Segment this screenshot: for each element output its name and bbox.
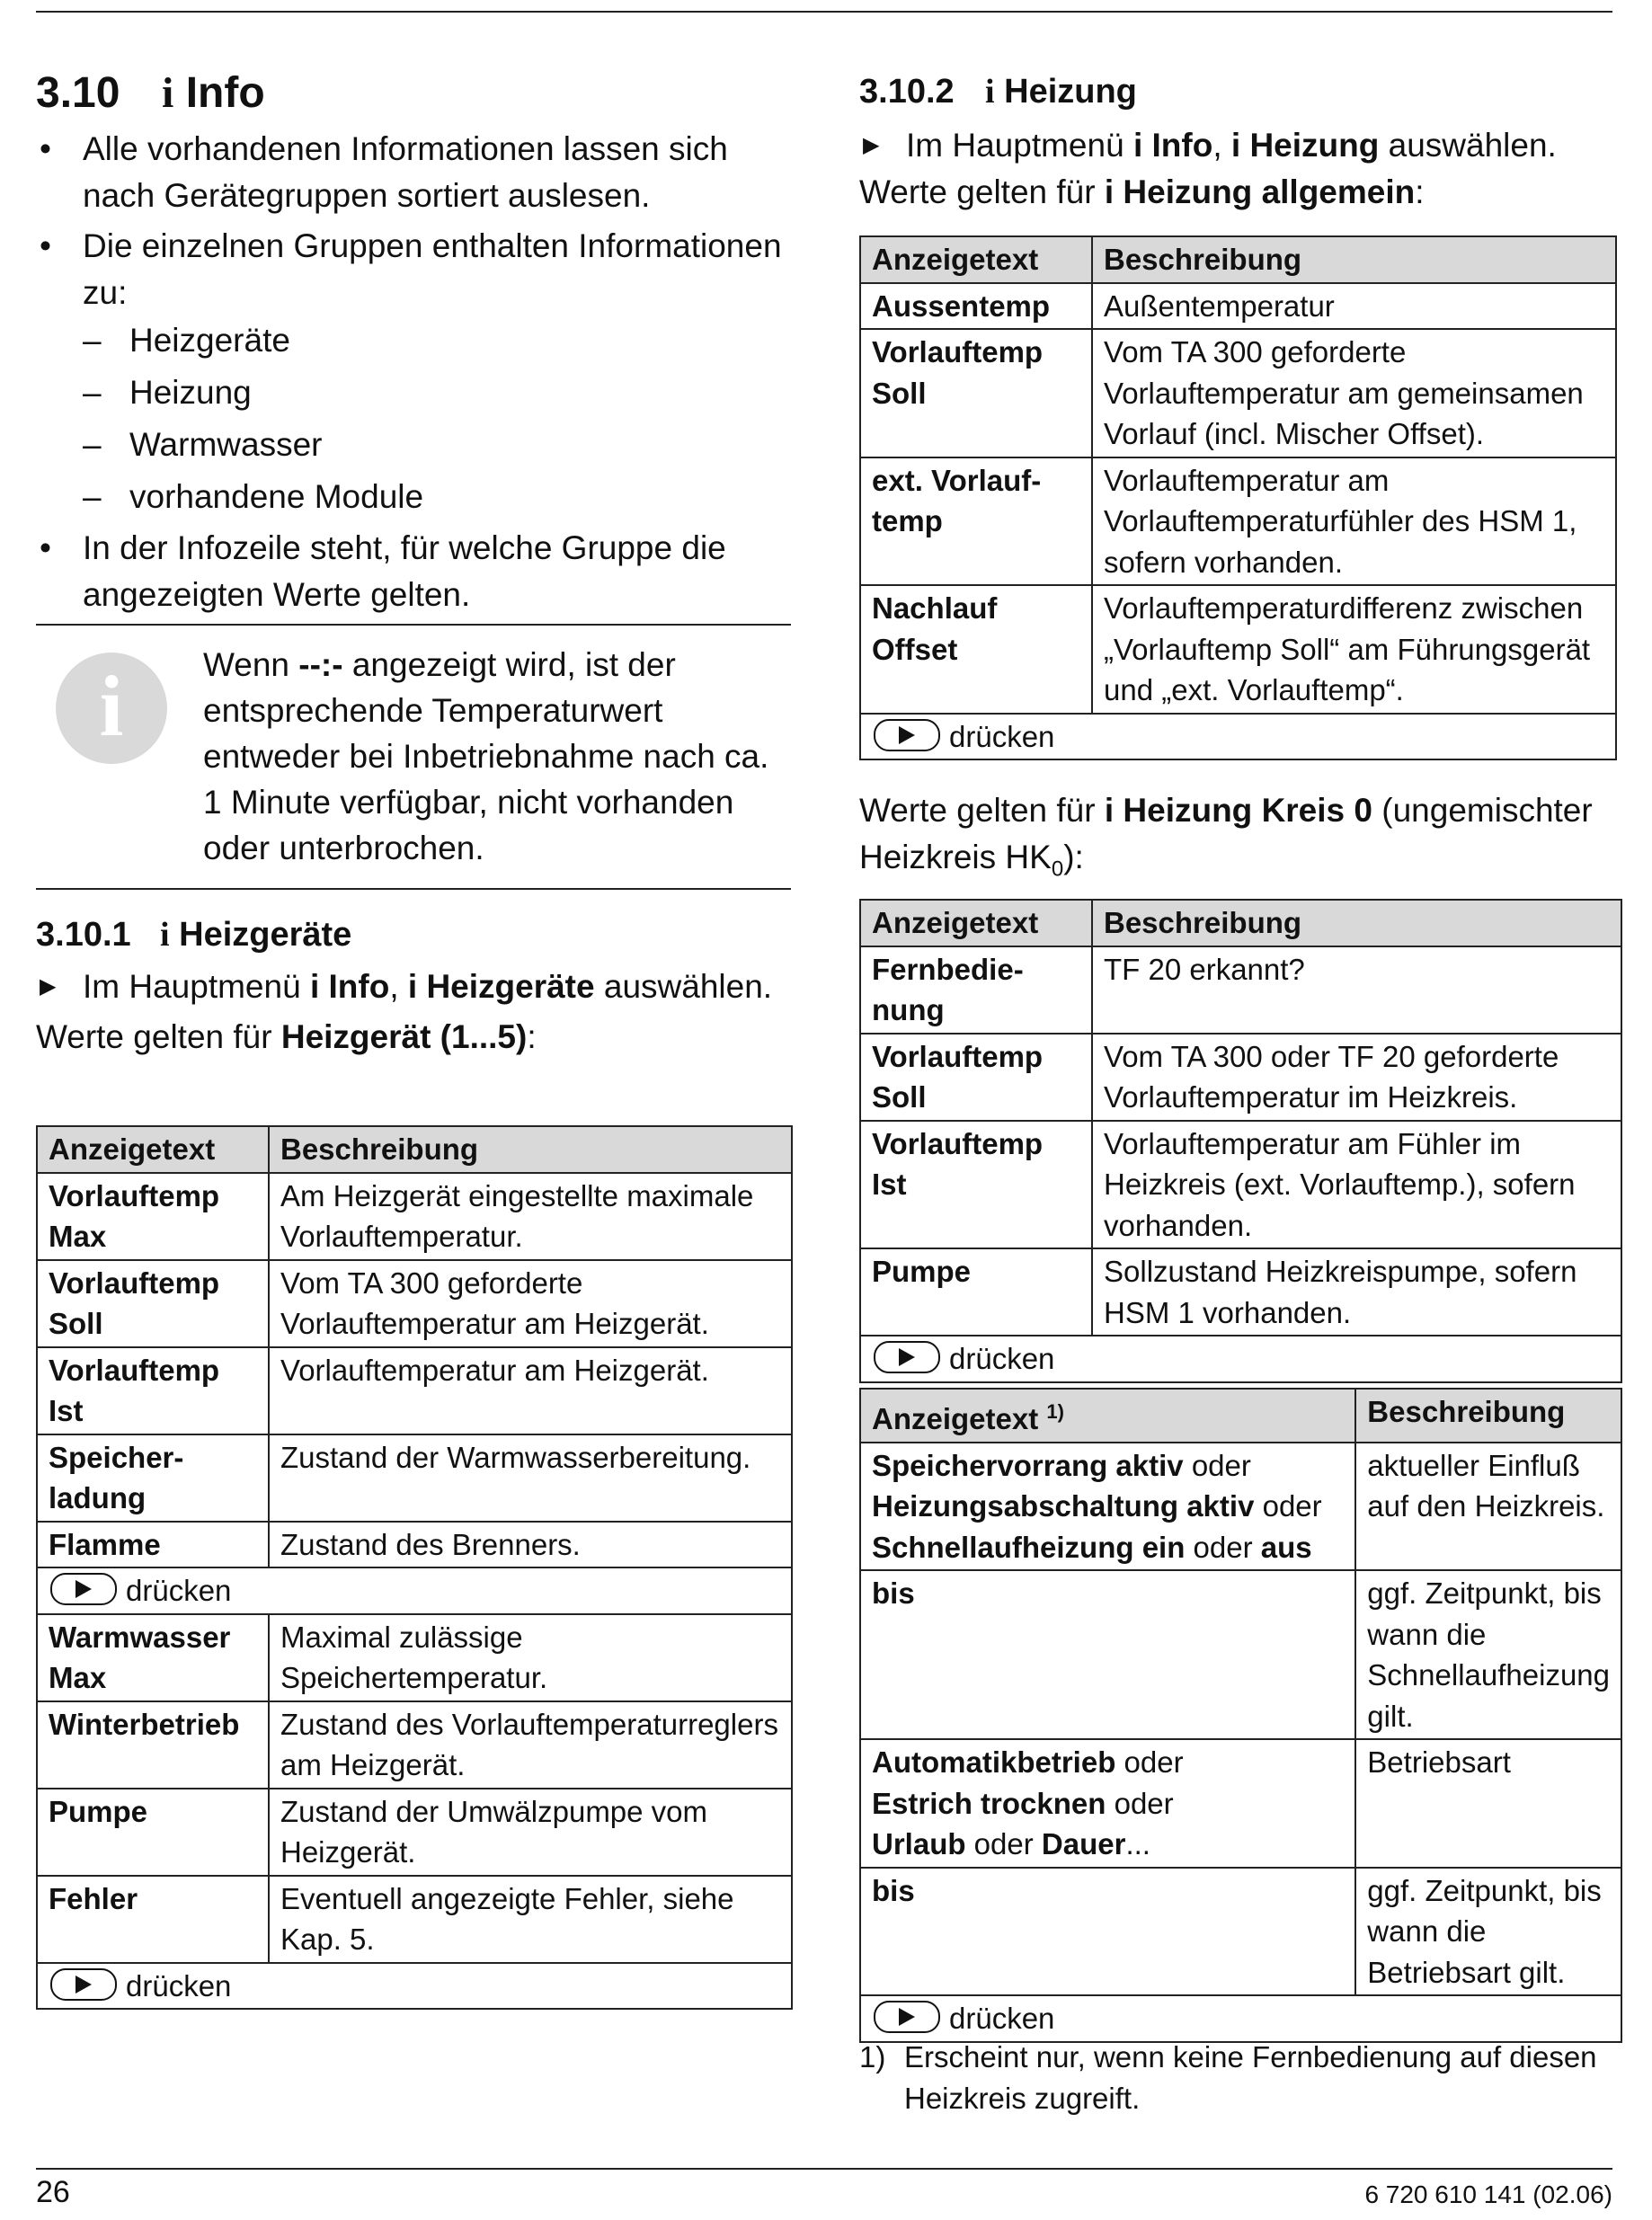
table-row: Vorlauftemp Soll Vom TA 300 oder TF 20 geforderte Vorlauftemperatur im Heizkreis. <box>860 1034 1621 1121</box>
table-row: Fehler Eventuell angezeigte Fehler, siehe Kap. 5. <box>37 1876 792 1963</box>
table-row: Nachlauf Offset Vorlauftemperaturdifferenz zwischen „Vorlauftemp Soll“ am Führungsgerät und „ext. Vorlauftemp“. <box>860 585 1616 714</box>
column-header: Beschreibung <box>1355 1389 1621 1443</box>
table-row: Warmwasser Max Maximal zulässige Speichertemperatur. <box>37 1614 792 1701</box>
press-row: drücken <box>37 1567 792 1614</box>
section-title: Info <box>185 69 265 117</box>
table-row: Flamme Zustand des Brenners. <box>37 1522 792 1568</box>
heizung-allgemein-table <box>859 235 1617 760</box>
bottom-rule <box>36 2168 1612 2170</box>
column-header: Beschreibung <box>269 1126 792 1173</box>
column-header: Beschreibung <box>1092 236 1616 283</box>
arrow-key-icon <box>874 2001 940 2033</box>
column-header: Anzeigetext $^{1)}$ <box>860 1389 1355 1443</box>
table-row: Speichervorrang aktiv oder Heizungsabschaltung aktiv oder Schnellaufheizung ein oder aus aktueller Einfluß auf den Heizkreis. <box>860 1443 1621 1571</box>
press-row: drücken <box>860 1995 1621 2042</box>
instruction-step: ▶ Im Hauptmenü i Info, i Heizgeräte auswählen. <box>36 963 791 1010</box>
hint-box <box>36 624 791 890</box>
table-row: Pumpe Sollzustand Heizkreispumpe, sofern HSM 1 vorhanden. <box>860 1248 1621 1336</box>
group-item: – Warmwasser <box>83 426 323 463</box>
table-row: Automatikbetrieb oder Estrich trocknen oder Urlaub oder Dauer... Betriebsart <box>860 1739 1621 1868</box>
table-row: Fernbedie- nung TF 20 erkannt? <box>860 946 1621 1034</box>
values-line: Werte gelten für i Heizung allgemein: <box>859 173 1425 210</box>
arrow-key-icon <box>874 719 940 751</box>
table-row: Vorlauftemp Ist Vorlauftemperatur am Fühler im Heizkreis (ext. Vorlauftemp.), sofern vorhanden. <box>860 1121 1621 1249</box>
info-hint-icon: i <box>56 653 167 764</box>
table-row: bis ggf. Zeitpunkt, bis wann die Schnellaufheizung gilt. <box>860 1570 1621 1739</box>
step-arrow-icon: ▶ <box>863 133 880 157</box>
table-row: Vorlauftemp Soll Vom TA 300 geforderte Vorlauftemperatur am Heizgerät. <box>37 1260 792 1347</box>
table-row: Speicher- ladung Zustand der Warmwasserbereitung. <box>37 1434 792 1522</box>
top-rule <box>36 11 1612 13</box>
subsection-heading: 3.10.1 i Heizgeräte <box>36 916 352 954</box>
status-table <box>859 1388 1622 2043</box>
bullet-item: • In der Infozeile steht, für welche Gruppe die angezeigten Werte gelten. <box>40 529 726 613</box>
heizung-kreis0-table <box>859 899 1622 1383</box>
arrow-key-icon <box>874 1341 940 1373</box>
arrow-key-icon <box>50 1968 117 2001</box>
bullet-item: • Die einzelnen Gruppen enthalten Informationen zu: – Heizgeräte – Heizung – Warmwasser – vorhandene Module <box>36 223 791 521</box>
table-row: Pumpe Zustand der Umwälzpumpe vom Heizgerät. <box>37 1789 792 1876</box>
hint-text: Wenn --:- angezeigt wird, ist der entsprechende Temperaturwert entweder bei Inbetriebnahme nach ca. 1 Minute verfügbar, nicht vorhanden oder unterbrochen. <box>203 646 769 866</box>
table-row: Vorlauftemp Soll Vom TA 300 geforderte Vorlauftemperatur am gemeinsamen Vorlauf (incl. Mischer Offset). <box>860 329 1616 457</box>
info-icon: i <box>985 73 995 111</box>
group-item: – Heizgeräte <box>83 322 290 359</box>
table-row: ext. Vorlauf- temp Vorlauftemperatur am Vorlauftemperaturfühler des HSM 1, sofern vorhanden. <box>860 457 1616 586</box>
section-number: 3.10 <box>36 69 120 117</box>
page-number: 26 <box>36 2175 70 2209</box>
info-icon: i <box>162 69 174 117</box>
column-header: Anzeigetext <box>37 1126 269 1173</box>
table-row: Aussentemp Außentemperatur <box>860 283 1616 330</box>
values-line: Werte gelten für i Heizung Kreis 0 (ungemischter Heizkreis $HK_0$): <box>859 792 1593 882</box>
values-line: Werte gelten für Heizgerät (1...5): <box>36 1018 537 1055</box>
group-item: – Heizung <box>83 374 252 411</box>
press-row: drücken <box>860 714 1616 760</box>
step-arrow-icon: ▶ <box>40 974 57 999</box>
subsection-heading: 3.10.2 i Heizung <box>859 73 1137 111</box>
intro-block <box>36 126 791 622</box>
info-icon: i <box>160 916 170 954</box>
table-row: Vorlauftemp Ist Vorlauftemperatur am Heizgerät. <box>37 1347 792 1434</box>
group-item: – vorhandene Module <box>83 478 424 515</box>
footnote: 1) Erscheint nur, wenn keine Fernbedienung auf diesen Heizkreis zugreift. <box>859 2040 1597 2115</box>
press-row: drücken <box>37 1963 792 2010</box>
bullet-item: • Alle vorhandenen Informationen lassen sich nach Gerätegruppen sortiert auslesen. <box>40 130 728 214</box>
column-header: Anzeigetext <box>860 900 1092 946</box>
section-heading <box>36 68 265 118</box>
table-row: bis ggf. Zeitpunkt, bis wann die Betriebsart gilt. <box>860 1868 1621 1996</box>
column-header: Beschreibung <box>1092 900 1621 946</box>
document-number: 6 720 610 141 (02.06) <box>1364 2180 1612 2208</box>
press-row: drücken <box>860 1336 1621 1382</box>
table-row: Vorlauftemp Max Am Heizgerät eingestellte maximale Vorlauftemperatur. <box>37 1173 792 1260</box>
table-row: Winterbetrieb Zustand des Vorlauftemperaturreglers am Heizgerät. <box>37 1701 792 1789</box>
instruction-step: ▶ Im Hauptmenü i Info, i Heizung auswählen. <box>859 122 1617 169</box>
arrow-key-icon <box>50 1573 117 1605</box>
column-header: Anzeigetext <box>860 236 1092 283</box>
heizgeraete-table <box>36 1125 793 2010</box>
